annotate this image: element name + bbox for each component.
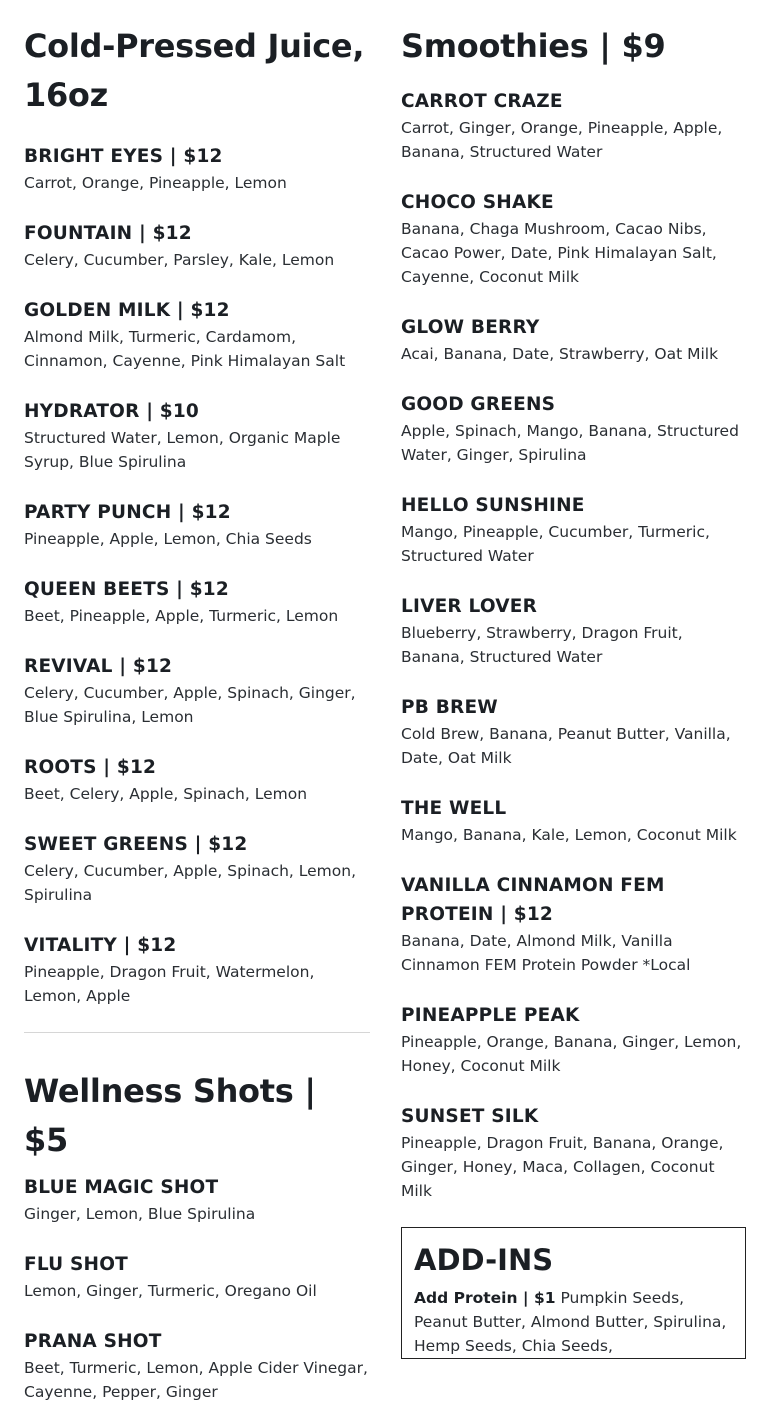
item-name: REVIVAL | $12 [24, 656, 173, 677]
shots-list [24, 1173, 370, 1404]
item-description: Carrot, Orange, Pineapple, Lemon [24, 174, 287, 192]
item-name: GOLDEN MILK | $12 [24, 300, 230, 321]
item-description: Carrot, Ginger, Orange, Pineapple, Apple, Banana, Structured Water [401, 119, 723, 161]
item-name: THE WELL [401, 798, 507, 819]
item-description: Celery, Cucumber, Apple, Spinach, Ginger, Blue Spirulina, Lemon [24, 684, 356, 726]
item-description: Cold Brew, Banana, Peanut Butter, Vanilla, Date, Oat Milk [401, 725, 731, 767]
item-name: PINEAPPLE PEAK [401, 1005, 580, 1026]
menu-item [24, 575, 370, 628]
item-description: Pineapple, Dragon Fruit, Banana, Orange, Ginger, Honey, Maca, Collagen, Coconut Milk [401, 1134, 724, 1200]
item-description: Mango, Banana, Kale, Lemon, Coconut Milk [401, 826, 737, 844]
menu-item [24, 1173, 370, 1226]
item-description: Lemon, Ginger, Turmeric, Oregano Oil [24, 1282, 317, 1300]
addins-box [401, 1227, 746, 1359]
menu-item [24, 931, 370, 1008]
menu-item [24, 296, 370, 373]
item-description: Banana, Date, Almond Milk, Vanilla Cinnamon FEM Protein Powder *Local [401, 932, 691, 974]
item-description: Structured Water, Lemon, Organic Maple Syrup, Blue Spirulina [24, 429, 341, 471]
menu-item [24, 397, 370, 474]
item-description: Celery, Cucumber, Apple, Spinach, Lemon, Spirulina [24, 862, 357, 904]
menu-item [24, 498, 370, 551]
item-name: BRIGHT EYES | $12 [24, 146, 223, 167]
menu-item [401, 1102, 747, 1203]
addins-protein-description: Pumpkin Seeds, Peanut Butter, Almond Butter, Spirulina, Hemp Seeds, Chia Seeds, [414, 1289, 727, 1355]
item-name: QUEEN BEETS | $12 [24, 579, 229, 600]
juice-list [24, 142, 370, 1008]
menu-item [24, 219, 370, 272]
item-name: BLUE MAGIC SHOT [24, 1177, 219, 1198]
item-description: Pineapple, Apple, Lemon, Chia Seeds [24, 530, 312, 548]
left-column [24, 0, 370, 1404]
item-description: Pineapple, Orange, Banana, Ginger, Lemon, Honey, Coconut Milk [401, 1033, 742, 1075]
menu-item [24, 652, 370, 729]
item-name: GLOW BERRY [401, 317, 540, 338]
item-name: FOUNTAIN | $12 [24, 223, 192, 244]
addins-protein-label: Add Protein | $1 [414, 1289, 556, 1307]
juice-section-title: Cold-Pressed Juice, 16oz [24, 27, 365, 114]
menu-item [401, 871, 747, 977]
item-description: Banana, Chaga Mushroom, Cacao Nibs, Cacao Power, Date, Pink Himalayan Salt, Cayenne, Coconut Milk [401, 220, 717, 286]
item-name: LIVER LOVER [401, 596, 538, 617]
menu-item [24, 830, 370, 907]
item-name: VANILLA CINNAMON FEM PROTEIN | $12 [401, 875, 665, 925]
item-description: Pineapple, Dragon Fruit, Watermelon, Lemon, Apple [24, 963, 315, 1005]
item-description: Beet, Turmeric, Lemon, Apple Cider Vinegar, Cayenne, Pepper, Ginger [24, 1359, 368, 1401]
item-description: Acai, Banana, Date, Strawberry, Oat Milk [401, 345, 719, 363]
menu-item [401, 491, 747, 568]
item-description: Beet, Celery, Apple, Spinach, Lemon [24, 785, 308, 803]
section-divider [24, 1032, 370, 1033]
item-name: PB BREW [401, 697, 498, 718]
menu-item [24, 1327, 370, 1404]
item-name: HYDRATOR | $10 [24, 401, 200, 422]
menu-item [24, 753, 370, 806]
addins-protein [414, 1286, 733, 1358]
item-description: Apple, Spinach, Mango, Banana, Structured Water, Ginger, Spirulina [401, 422, 739, 464]
menu-item [401, 794, 747, 847]
menu-item [401, 188, 747, 289]
smoothies-list [401, 87, 747, 1203]
smoothies-section-title: Smoothies | $9 [401, 27, 666, 65]
item-name: HELLO SUNSHINE [401, 495, 585, 516]
menu-item [401, 87, 747, 164]
item-description: Celery, Cucumber, Parsley, Kale, Lemon [24, 251, 335, 269]
addins-title: ADD-INS [414, 1243, 554, 1277]
menu-item [401, 313, 747, 366]
menu-item [401, 592, 747, 669]
item-name: FLU SHOT [24, 1254, 128, 1275]
item-description: Mango, Pineapple, Cucumber, Turmeric, Structured Water [401, 523, 710, 565]
item-description: Almond Milk, Turmeric, Cardamom, Cinnamon, Cayenne, Pink Himalayan Salt [24, 328, 346, 370]
item-description: Beet, Pineapple, Apple, Turmeric, Lemon [24, 607, 339, 625]
item-name: VITALITY | $12 [24, 935, 177, 956]
item-name: PARTY PUNCH | $12 [24, 502, 231, 523]
item-name: SUNSET SILK [401, 1106, 539, 1127]
menu-item [401, 693, 747, 770]
item-name: CARROT CRAZE [401, 91, 563, 112]
item-name: ROOTS | $12 [24, 757, 157, 778]
menu-item [24, 1250, 370, 1303]
right-column [401, 0, 747, 1359]
menu-item [24, 142, 370, 195]
item-description: Ginger, Lemon, Blue Spirulina [24, 1205, 256, 1223]
item-name: PRANA SHOT [24, 1331, 162, 1352]
menu-item [401, 1001, 747, 1078]
menu-item [401, 390, 747, 467]
shots-section-title: Wellness Shots | $5 [24, 1072, 316, 1159]
item-name: CHOCO SHAKE [401, 192, 554, 213]
item-description: Blueberry, Strawberry, Dragon Fruit, Banana, Structured Water [401, 624, 683, 666]
item-name: GOOD GREENS [401, 394, 556, 415]
item-name: SWEET GREENS | $12 [24, 834, 248, 855]
